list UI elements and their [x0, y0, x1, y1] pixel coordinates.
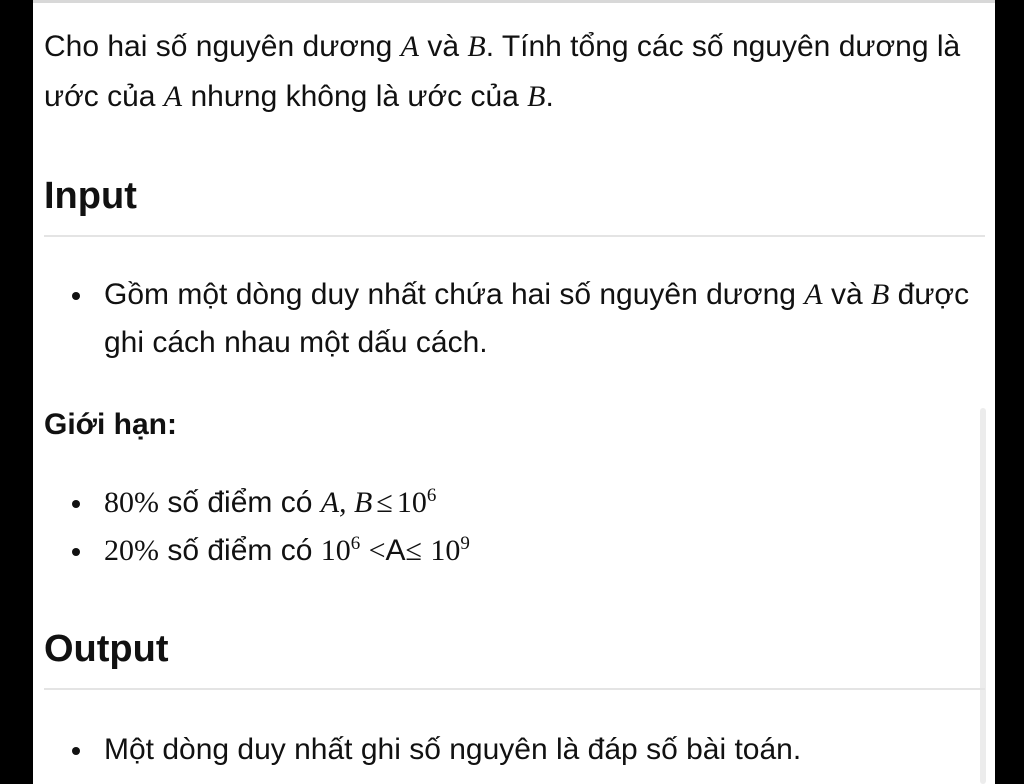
math-power: $10^9$: [430, 533, 470, 567]
input-heading: Input: [44, 175, 137, 217]
math-var-a: A: [400, 30, 419, 63]
problem-page: [33, 0, 995, 784]
output-heading: Output: [44, 628, 169, 670]
limits-list: [44, 479, 984, 575]
percent-value: 20%: [104, 534, 159, 567]
heading-divider: [44, 235, 985, 237]
math-var-a: A: [804, 278, 823, 311]
math-power: $10^6$: [396, 485, 437, 519]
output-list: [44, 726, 984, 774]
math-operator: ≤: [376, 486, 393, 519]
math-var-a: A: [385, 534, 406, 567]
list-item: 80% số điểm có A, $B \le 10^6$: [104, 479, 984, 527]
math-var-b: B: [527, 80, 546, 113]
top-divider: [33, 0, 995, 3]
percent-value: 80%: [104, 486, 159, 519]
list-item: Gồm một dòng duy nhất chứa hai số nguyên dương A và B được ghi cách nhau một dấu cách.: [104, 271, 984, 367]
math-var-b: B: [870, 278, 890, 311]
math-operator: ≤: [405, 534, 422, 567]
problem-statement: Cho hai số nguyên dương A và B. Tính tổng các số nguyên dương là ước của A nhưng không là ước của B.: [44, 30, 961, 113]
input-list: [44, 271, 984, 367]
math-vars: A, B: [320, 486, 373, 519]
problem-content: [44, 22, 984, 774]
limits-heading: Giới hạn:: [44, 408, 177, 441]
heading-divider: [44, 688, 985, 690]
math-var-a: A: [163, 80, 183, 113]
math-operator: <: [368, 534, 386, 567]
math-var-b: B: [467, 30, 486, 63]
math-power: $10^6$: [320, 533, 361, 567]
list-item: 20% số điểm có $10^6 <A\le 10^9$: [104, 527, 984, 575]
list-item: Một dòng duy nhất ghi số nguyên là đáp số bài toán.: [104, 726, 984, 774]
